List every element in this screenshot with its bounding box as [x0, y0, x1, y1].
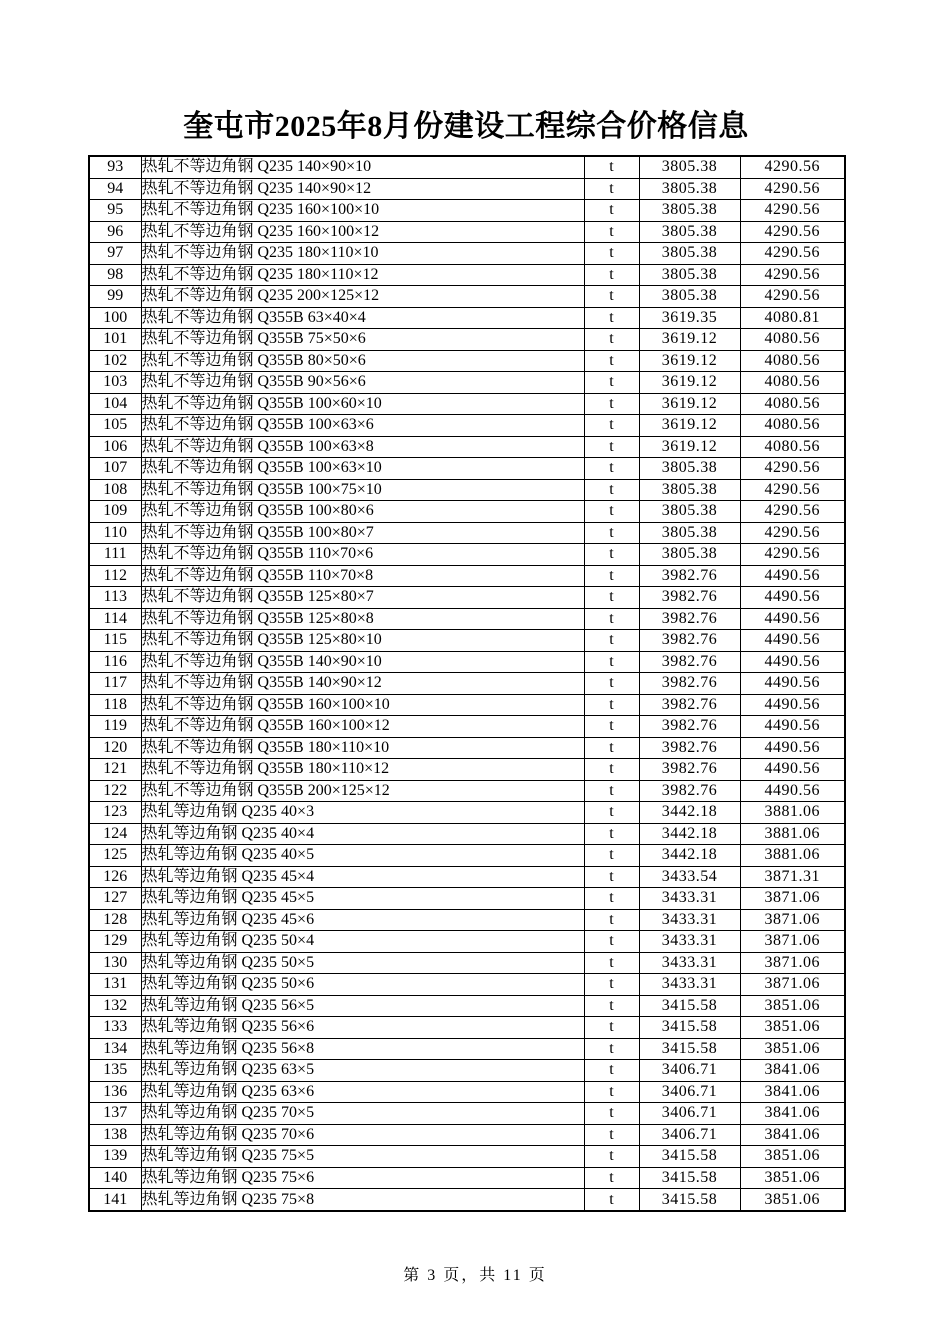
table-row	[89, 415, 845, 437]
price-cell-2: 3841.06	[740, 1103, 845, 1125]
material-name-cell: 热轧等边角钢 Q235 45×6	[141, 909, 584, 931]
table-row	[89, 221, 845, 243]
price-cell-2: 3871.06	[740, 931, 845, 953]
material-name-cell: 热轧不等边角钢 Q355B 125×80×10	[141, 630, 584, 652]
row-number-cell: 97	[89, 243, 141, 265]
material-name-cell: 热轧等边角钢 Q235 40×4	[141, 823, 584, 845]
row-number-cell: 108	[89, 479, 141, 501]
material-name-cell: 热轧等边角钢 Q235 75×5	[141, 1146, 584, 1168]
unit-cell: t	[584, 221, 639, 243]
table-row	[89, 1060, 845, 1082]
row-number-cell: 95	[89, 200, 141, 222]
table-row	[89, 479, 845, 501]
price-cell-1: 3619.12	[639, 372, 740, 394]
unit-cell: t	[584, 823, 639, 845]
table-row	[89, 931, 845, 953]
unit-cell: t	[584, 845, 639, 867]
price-cell-1: 3619.12	[639, 350, 740, 372]
row-number-cell: 94	[89, 178, 141, 200]
price-cell-2: 3841.06	[740, 1060, 845, 1082]
unit-cell: t	[584, 1124, 639, 1146]
price-cell-1: 3805.38	[639, 200, 740, 222]
unit-cell: t	[584, 608, 639, 630]
material-name-cell: 热轧不等边角钢 Q355B 140×90×12	[141, 673, 584, 695]
unit-cell: t	[584, 286, 639, 308]
material-name-cell: 热轧等边角钢 Q235 50×4	[141, 931, 584, 953]
table-row	[89, 372, 845, 394]
unit-cell: t	[584, 780, 639, 802]
price-cell-1: 3982.76	[639, 587, 740, 609]
row-number-cell: 104	[89, 393, 141, 415]
price-cell-2: 3871.31	[740, 866, 845, 888]
material-name-cell: 热轧不等边角钢 Q355B 63×40×4	[141, 307, 584, 329]
price-cell-1: 3805.38	[639, 544, 740, 566]
row-number-cell: 114	[89, 608, 141, 630]
material-name-cell: 热轧不等边角钢 Q235 140×90×10	[141, 156, 584, 178]
unit-cell: t	[584, 200, 639, 222]
price-cell-1: 3805.38	[639, 286, 740, 308]
material-name-cell: 热轧不等边角钢 Q355B 100×75×10	[141, 479, 584, 501]
price-cell-2: 4290.56	[740, 178, 845, 200]
row-number-cell: 123	[89, 802, 141, 824]
price-cell-2: 3851.06	[740, 1167, 845, 1189]
price-cell-1: 3433.54	[639, 866, 740, 888]
row-number-cell: 128	[89, 909, 141, 931]
row-number-cell: 93	[89, 156, 141, 178]
price-cell-1: 3433.31	[639, 888, 740, 910]
row-number-cell: 102	[89, 350, 141, 372]
table-row	[89, 286, 845, 308]
price-cell-1: 3442.18	[639, 823, 740, 845]
table-row	[89, 1124, 845, 1146]
price-cell-1: 3433.31	[639, 909, 740, 931]
price-cell-1: 3982.76	[639, 608, 740, 630]
material-name-cell: 热轧不等边角钢 Q235 180×110×10	[141, 243, 584, 265]
material-name-cell: 热轧等边角钢 Q235 56×8	[141, 1038, 584, 1060]
row-number-cell: 132	[89, 995, 141, 1017]
material-name-cell: 热轧等边角钢 Q235 40×3	[141, 802, 584, 824]
table-row	[89, 565, 845, 587]
row-number-cell: 119	[89, 716, 141, 738]
material-name-cell: 热轧不等边角钢 Q355B 200×125×12	[141, 780, 584, 802]
unit-cell: t	[584, 952, 639, 974]
unit-cell: t	[584, 909, 639, 931]
unit-cell: t	[584, 1060, 639, 1082]
table-row	[89, 1017, 845, 1039]
row-number-cell: 99	[89, 286, 141, 308]
price-cell-1: 3619.12	[639, 415, 740, 437]
table-row	[89, 952, 845, 974]
price-cell-1: 3406.71	[639, 1103, 740, 1125]
price-cell-2: 4080.56	[740, 329, 845, 351]
table-row	[89, 845, 845, 867]
price-cell-1: 3982.76	[639, 716, 740, 738]
price-cell-1: 3619.12	[639, 329, 740, 351]
row-number-cell: 96	[89, 221, 141, 243]
table-row	[89, 200, 845, 222]
unit-cell: t	[584, 264, 639, 286]
price-cell-2: 4490.56	[740, 737, 845, 759]
price-cell-2: 3851.06	[740, 1038, 845, 1060]
unit-cell: t	[584, 1167, 639, 1189]
price-cell-2: 4490.56	[740, 673, 845, 695]
unit-cell: t	[584, 716, 639, 738]
price-cell-2: 4490.56	[740, 565, 845, 587]
table-row	[89, 651, 845, 673]
price-cell-1: 3415.58	[639, 1189, 740, 1211]
table-row	[89, 307, 845, 329]
price-cell-2: 4080.56	[740, 436, 845, 458]
unit-cell: t	[584, 888, 639, 910]
price-cell-2: 4290.56	[740, 264, 845, 286]
material-name-cell: 热轧不等边角钢 Q355B 100×63×10	[141, 458, 584, 480]
material-name-cell: 热轧不等边角钢 Q235 160×100×12	[141, 221, 584, 243]
price-cell-1: 3415.58	[639, 1017, 740, 1039]
table-row	[89, 587, 845, 609]
price-cell-2: 3871.06	[740, 952, 845, 974]
price-cell-2: 4290.56	[740, 479, 845, 501]
price-cell-2: 4080.81	[740, 307, 845, 329]
unit-cell: t	[584, 565, 639, 587]
unit-cell: t	[584, 974, 639, 996]
row-number-cell: 121	[89, 759, 141, 781]
row-number-cell: 130	[89, 952, 141, 974]
row-number-cell: 120	[89, 737, 141, 759]
price-cell-1: 3433.31	[639, 952, 740, 974]
price-cell-2: 4490.56	[740, 587, 845, 609]
material-name-cell: 热轧等边角钢 Q235 75×6	[141, 1167, 584, 1189]
table-row	[89, 630, 845, 652]
table-row	[89, 393, 845, 415]
price-cell-2: 4080.56	[740, 415, 845, 437]
unit-cell: t	[584, 1146, 639, 1168]
price-cell-2: 4290.56	[740, 501, 845, 523]
price-cell-1: 3433.31	[639, 974, 740, 996]
price-cell-2: 4290.56	[740, 286, 845, 308]
price-cell-1: 3433.31	[639, 931, 740, 953]
row-number-cell: 140	[89, 1167, 141, 1189]
row-number-cell: 135	[89, 1060, 141, 1082]
price-cell-2: 4290.56	[740, 522, 845, 544]
row-number-cell: 124	[89, 823, 141, 845]
table-row	[89, 802, 845, 824]
material-name-cell: 热轧不等边角钢 Q355B 180×110×12	[141, 759, 584, 781]
material-name-cell: 热轧不等边角钢 Q355B 110×70×8	[141, 565, 584, 587]
row-number-cell: 137	[89, 1103, 141, 1125]
unit-cell: t	[584, 350, 639, 372]
unit-cell: t	[584, 156, 639, 178]
price-cell-1: 3805.38	[639, 458, 740, 480]
unit-cell: t	[584, 501, 639, 523]
material-name-cell: 热轧不等边角钢 Q355B 140×90×10	[141, 651, 584, 673]
row-number-cell: 122	[89, 780, 141, 802]
price-cell-2: 3841.06	[740, 1081, 845, 1103]
unit-cell: t	[584, 1189, 639, 1211]
price-cell-2: 4080.56	[740, 350, 845, 372]
table-row	[89, 759, 845, 781]
price-cell-2: 4490.56	[740, 651, 845, 673]
table-row	[89, 780, 845, 802]
price-cell-2: 4490.56	[740, 780, 845, 802]
row-number-cell: 106	[89, 436, 141, 458]
table-row	[89, 458, 845, 480]
unit-cell: t	[584, 737, 639, 759]
page-footer: 第 3 页，共 11 页	[403, 1267, 547, 1284]
material-name-cell: 热轧等边角钢 Q235 75×8	[141, 1189, 584, 1211]
row-number-cell: 110	[89, 522, 141, 544]
row-number-cell: 98	[89, 264, 141, 286]
material-name-cell: 热轧不等边角钢 Q355B 160×100×10	[141, 694, 584, 716]
price-cell-2: 4490.56	[740, 759, 845, 781]
price-cell-2: 4290.56	[740, 200, 845, 222]
row-number-cell: 126	[89, 866, 141, 888]
table-row	[89, 350, 845, 372]
table-row	[89, 1081, 845, 1103]
material-name-cell: 热轧不等边角钢 Q355B 180×110×10	[141, 737, 584, 759]
table-row	[89, 1103, 845, 1125]
material-name-cell: 热轧等边角钢 Q235 40×5	[141, 845, 584, 867]
price-cell-1: 3415.58	[639, 1146, 740, 1168]
material-name-cell: 热轧等边角钢 Q235 70×6	[141, 1124, 584, 1146]
material-name-cell: 热轧不等边角钢 Q235 160×100×10	[141, 200, 584, 222]
material-name-cell: 热轧不等边角钢 Q235 180×110×12	[141, 264, 584, 286]
price-cell-1: 3982.76	[639, 651, 740, 673]
unit-cell: t	[584, 329, 639, 351]
price-cell-2: 4490.56	[740, 608, 845, 630]
table-row	[89, 1167, 845, 1189]
unit-cell: t	[584, 479, 639, 501]
row-number-cell: 138	[89, 1124, 141, 1146]
unit-cell: t	[584, 243, 639, 265]
price-cell-1: 3982.76	[639, 694, 740, 716]
material-name-cell: 热轧等边角钢 Q235 45×4	[141, 866, 584, 888]
row-number-cell: 125	[89, 845, 141, 867]
table-row	[89, 544, 845, 566]
price-cell-1: 3442.18	[639, 802, 740, 824]
row-number-cell: 109	[89, 501, 141, 523]
row-number-cell: 111	[89, 544, 141, 566]
unit-cell: t	[584, 393, 639, 415]
table-row	[89, 1146, 845, 1168]
material-name-cell: 热轧等边角钢 Q235 70×5	[141, 1103, 584, 1125]
material-name-cell: 热轧不等边角钢 Q235 140×90×12	[141, 178, 584, 200]
material-name-cell: 热轧不等边角钢 Q355B 100×63×6	[141, 415, 584, 437]
price-cell-2: 3851.06	[740, 995, 845, 1017]
material-name-cell: 热轧不等边角钢 Q355B 90×56×6	[141, 372, 584, 394]
price-cell-2: 4080.56	[740, 393, 845, 415]
table-row	[89, 823, 845, 845]
price-cell-2: 4290.56	[740, 544, 845, 566]
price-cell-1: 3415.58	[639, 1167, 740, 1189]
row-number-cell: 134	[89, 1038, 141, 1060]
price-cell-1: 3982.76	[639, 673, 740, 695]
price-cell-1: 3619.35	[639, 307, 740, 329]
unit-cell: t	[584, 458, 639, 480]
price-cell-2: 3881.06	[740, 823, 845, 845]
row-number-cell: 118	[89, 694, 141, 716]
page-title: 奎屯市2025年8月份建设工程综合价格信息	[183, 110, 749, 143]
price-cell-2: 4290.56	[740, 243, 845, 265]
table-row	[89, 694, 845, 716]
price-cell-2: 3851.06	[740, 1017, 845, 1039]
unit-cell: t	[584, 651, 639, 673]
price-table-body	[89, 156, 845, 1211]
row-number-cell: 141	[89, 1189, 141, 1211]
price-cell-2: 3841.06	[740, 1124, 845, 1146]
material-name-cell: 热轧不等边角钢 Q355B 125×80×7	[141, 587, 584, 609]
row-number-cell: 131	[89, 974, 141, 996]
row-number-cell: 127	[89, 888, 141, 910]
table-row	[89, 888, 845, 910]
unit-cell: t	[584, 1103, 639, 1125]
unit-cell: t	[584, 587, 639, 609]
price-cell-2: 4490.56	[740, 694, 845, 716]
material-name-cell: 热轧不等边角钢 Q355B 100×80×6	[141, 501, 584, 523]
price-cell-1: 3982.76	[639, 630, 740, 652]
price-cell-2: 3851.06	[740, 1189, 845, 1211]
price-cell-1: 3982.76	[639, 737, 740, 759]
price-cell-1: 3982.76	[639, 780, 740, 802]
material-name-cell: 热轧不等边角钢 Q235 200×125×12	[141, 286, 584, 308]
table-row	[89, 178, 845, 200]
unit-cell: t	[584, 630, 639, 652]
row-number-cell: 103	[89, 372, 141, 394]
unit-cell: t	[584, 759, 639, 781]
price-cell-1: 3805.38	[639, 522, 740, 544]
price-cell-1: 3619.12	[639, 436, 740, 458]
material-name-cell: 热轧等边角钢 Q235 63×6	[141, 1081, 584, 1103]
price-cell-1: 3805.38	[639, 243, 740, 265]
table-row	[89, 866, 845, 888]
table-row	[89, 974, 845, 996]
price-cell-1: 3805.38	[639, 156, 740, 178]
price-table	[88, 155, 846, 1212]
price-cell-1: 3805.38	[639, 221, 740, 243]
table-row	[89, 243, 845, 265]
material-name-cell: 热轧不等边角钢 Q355B 80×50×6	[141, 350, 584, 372]
material-name-cell: 热轧等边角钢 Q235 45×5	[141, 888, 584, 910]
price-cell-2: 4080.56	[740, 372, 845, 394]
unit-cell: t	[584, 995, 639, 1017]
table-row	[89, 501, 845, 523]
unit-cell: t	[584, 415, 639, 437]
table-row	[89, 995, 845, 1017]
price-cell-2: 3871.06	[740, 909, 845, 931]
price-cell-1: 3982.76	[639, 565, 740, 587]
price-cell-1: 3415.58	[639, 995, 740, 1017]
row-number-cell: 115	[89, 630, 141, 652]
unit-cell: t	[584, 436, 639, 458]
price-cell-2: 4490.56	[740, 716, 845, 738]
material-name-cell: 热轧等边角钢 Q235 56×5	[141, 995, 584, 1017]
table-row	[89, 329, 845, 351]
row-number-cell: 105	[89, 415, 141, 437]
price-cell-1: 3406.71	[639, 1081, 740, 1103]
row-number-cell: 113	[89, 587, 141, 609]
material-name-cell: 热轧不等边角钢 Q355B 100×60×10	[141, 393, 584, 415]
unit-cell: t	[584, 673, 639, 695]
row-number-cell: 117	[89, 673, 141, 695]
price-cell-2: 4290.56	[740, 458, 845, 480]
price-cell-2: 4290.56	[740, 156, 845, 178]
table-row	[89, 716, 845, 738]
price-cell-1: 3406.71	[639, 1060, 740, 1082]
unit-cell: t	[584, 866, 639, 888]
material-name-cell: 热轧不等边角钢 Q355B 100×63×8	[141, 436, 584, 458]
unit-cell: t	[584, 178, 639, 200]
unit-cell: t	[584, 1017, 639, 1039]
price-cell-2: 3871.06	[740, 974, 845, 996]
table-row	[89, 737, 845, 759]
row-number-cell: 136	[89, 1081, 141, 1103]
unit-cell: t	[584, 931, 639, 953]
table-row	[89, 156, 845, 178]
unit-cell: t	[584, 372, 639, 394]
price-cell-1: 3415.58	[639, 1038, 740, 1060]
row-number-cell: 116	[89, 651, 141, 673]
row-number-cell: 101	[89, 329, 141, 351]
material-name-cell: 热轧不等边角钢 Q355B 100×80×7	[141, 522, 584, 544]
material-name-cell: 热轧不等边角钢 Q355B 110×70×6	[141, 544, 584, 566]
row-number-cell: 139	[89, 1146, 141, 1168]
material-name-cell: 热轧等边角钢 Q235 50×6	[141, 974, 584, 996]
table-row	[89, 673, 845, 695]
price-cell-1: 3619.12	[639, 393, 740, 415]
row-number-cell: 133	[89, 1017, 141, 1039]
price-cell-1: 3805.38	[639, 178, 740, 200]
price-cell-2: 4490.56	[740, 630, 845, 652]
table-row	[89, 909, 845, 931]
price-cell-1: 3805.38	[639, 264, 740, 286]
material-name-cell: 热轧不等边角钢 Q355B 160×100×12	[141, 716, 584, 738]
table-row	[89, 436, 845, 458]
material-name-cell: 热轧等边角钢 Q235 63×5	[141, 1060, 584, 1082]
unit-cell: t	[584, 307, 639, 329]
table-row	[89, 1038, 845, 1060]
unit-cell: t	[584, 544, 639, 566]
price-cell-2: 3851.06	[740, 1146, 845, 1168]
price-cell-1: 3406.71	[639, 1124, 740, 1146]
price-cell-2: 4290.56	[740, 221, 845, 243]
table-row	[89, 264, 845, 286]
table-row	[89, 522, 845, 544]
price-cell-1: 3442.18	[639, 845, 740, 867]
price-cell-1: 3805.38	[639, 479, 740, 501]
row-number-cell: 100	[89, 307, 141, 329]
material-name-cell: 热轧等边角钢 Q235 56×6	[141, 1017, 584, 1039]
row-number-cell: 129	[89, 931, 141, 953]
price-cell-1: 3805.38	[639, 501, 740, 523]
price-cell-1: 3982.76	[639, 759, 740, 781]
row-number-cell: 107	[89, 458, 141, 480]
row-number-cell: 112	[89, 565, 141, 587]
price-cell-2: 3871.06	[740, 888, 845, 910]
unit-cell: t	[584, 1081, 639, 1103]
unit-cell: t	[584, 694, 639, 716]
unit-cell: t	[584, 802, 639, 824]
material-name-cell: 热轧不等边角钢 Q355B 75×50×6	[141, 329, 584, 351]
unit-cell: t	[584, 1038, 639, 1060]
price-cell-2: 3881.06	[740, 802, 845, 824]
table-row	[89, 1189, 845, 1211]
unit-cell: t	[584, 522, 639, 544]
table-row	[89, 608, 845, 630]
price-cell-2: 3881.06	[740, 845, 845, 867]
material-name-cell: 热轧不等边角钢 Q355B 125×80×8	[141, 608, 584, 630]
material-name-cell: 热轧等边角钢 Q235 50×5	[141, 952, 584, 974]
